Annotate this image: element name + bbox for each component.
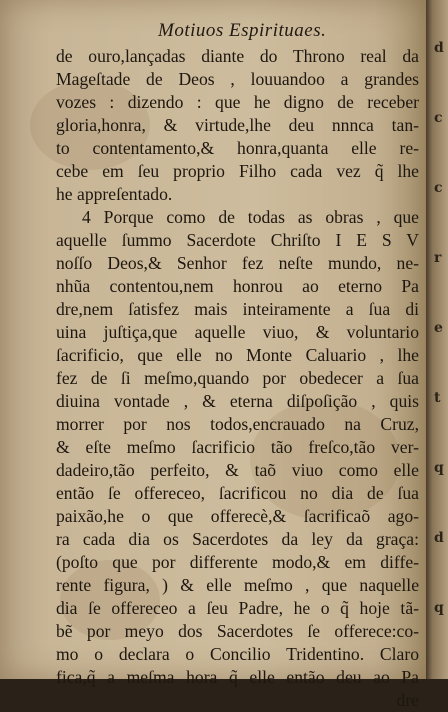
text-line: & eſte meſmo ſacrificio tão freſco,tão ver- xyxy=(56,437,419,457)
text-line: gloria,honra, & virtude,lhe deu nnnca tan- xyxy=(56,115,419,135)
text-line: rente figura, ) & elle meſmo , que naquelle xyxy=(56,575,419,595)
text-line: dadeiro,tão perfeito, & taõ viuo como elle xyxy=(56,460,419,480)
text-line: dre,nem ſatisfez mais inteiramente a ſua di xyxy=(56,299,419,319)
text-line: paixão,he o que offerecè,& ſacrificaõ ago- xyxy=(56,506,419,526)
text-line: ra cada dia os Sacerdotes da ley da graça: xyxy=(56,529,419,549)
adjacent-page-edge xyxy=(426,0,448,679)
paragraph xyxy=(56,45,419,206)
edge-letter: c xyxy=(434,180,443,196)
edge-letter: d xyxy=(434,40,444,56)
running-header: Motiuos Espirituaes. xyxy=(158,20,327,41)
text-line: de ouro,lançadas diante do Throno real da xyxy=(56,46,419,66)
text-line: dia ſe offereceo a ſeu Padre, he o q̃ hoje tã- xyxy=(56,598,419,618)
edge-letter: q xyxy=(434,460,444,476)
text-line: uina juſtiça,que aquelle viuo, & voluntario xyxy=(56,322,419,342)
edge-letter: c xyxy=(434,110,443,126)
edge-letter: t xyxy=(434,390,441,406)
text-line: diuina vontade , & eterna diſpoſição , quis xyxy=(56,391,419,411)
text-line: ſacrificio, que elle no Monte Caluario , lhe xyxy=(56,345,419,365)
body-text xyxy=(56,45,419,712)
edge-letter: d xyxy=(434,530,444,546)
text-line: bẽ por meyo dos Sacerdotes ſe offerece:co- xyxy=(56,621,419,641)
edge-letter: q xyxy=(434,600,444,616)
paragraph xyxy=(56,206,419,712)
text-line: morrer por nos todos,encrauado na Cruz, xyxy=(56,414,419,434)
edge-letter: r xyxy=(434,250,442,266)
text-line: 4 Porque como de todas as obras , que xyxy=(82,207,419,227)
text-line: noſſo Deos,& Senhor fez neſte mundo, ne- xyxy=(56,253,419,273)
text-line: he appreſentado. xyxy=(56,184,173,204)
text-line: vozes : dizendo : que he digno de receber xyxy=(56,92,419,112)
text-line: dre xyxy=(396,690,419,710)
text-line: mo o declara o Concilio Tridentino. Claro xyxy=(56,644,419,664)
text-line: Mageſtade de Deos , louuandoo a grandes xyxy=(56,69,419,89)
text-line: então ſe offereceo, ſacrificou no dia de ſua xyxy=(56,483,419,503)
text-line: to contentamento,& honra,quanta elle re- xyxy=(56,138,419,158)
text-line: cebe em ſeu proprio Filho cada vez q̃ lhe xyxy=(56,161,419,181)
text-line: fica,q̃ a meſma hora q̃ elle então deu ao Pa xyxy=(56,667,419,687)
edge-letter: e xyxy=(434,320,443,336)
text-line: fez de ſi meſmo,quando por obedecer a ſua xyxy=(56,368,419,388)
text-line: (poſto que por differente modo,& em diffe- xyxy=(56,552,419,572)
text-line: aquelle ſummo Sacerdote Chriſto I E S V xyxy=(56,230,419,250)
text-line: nhũa contentou,nem honrou ao eterno Pa xyxy=(56,276,419,296)
